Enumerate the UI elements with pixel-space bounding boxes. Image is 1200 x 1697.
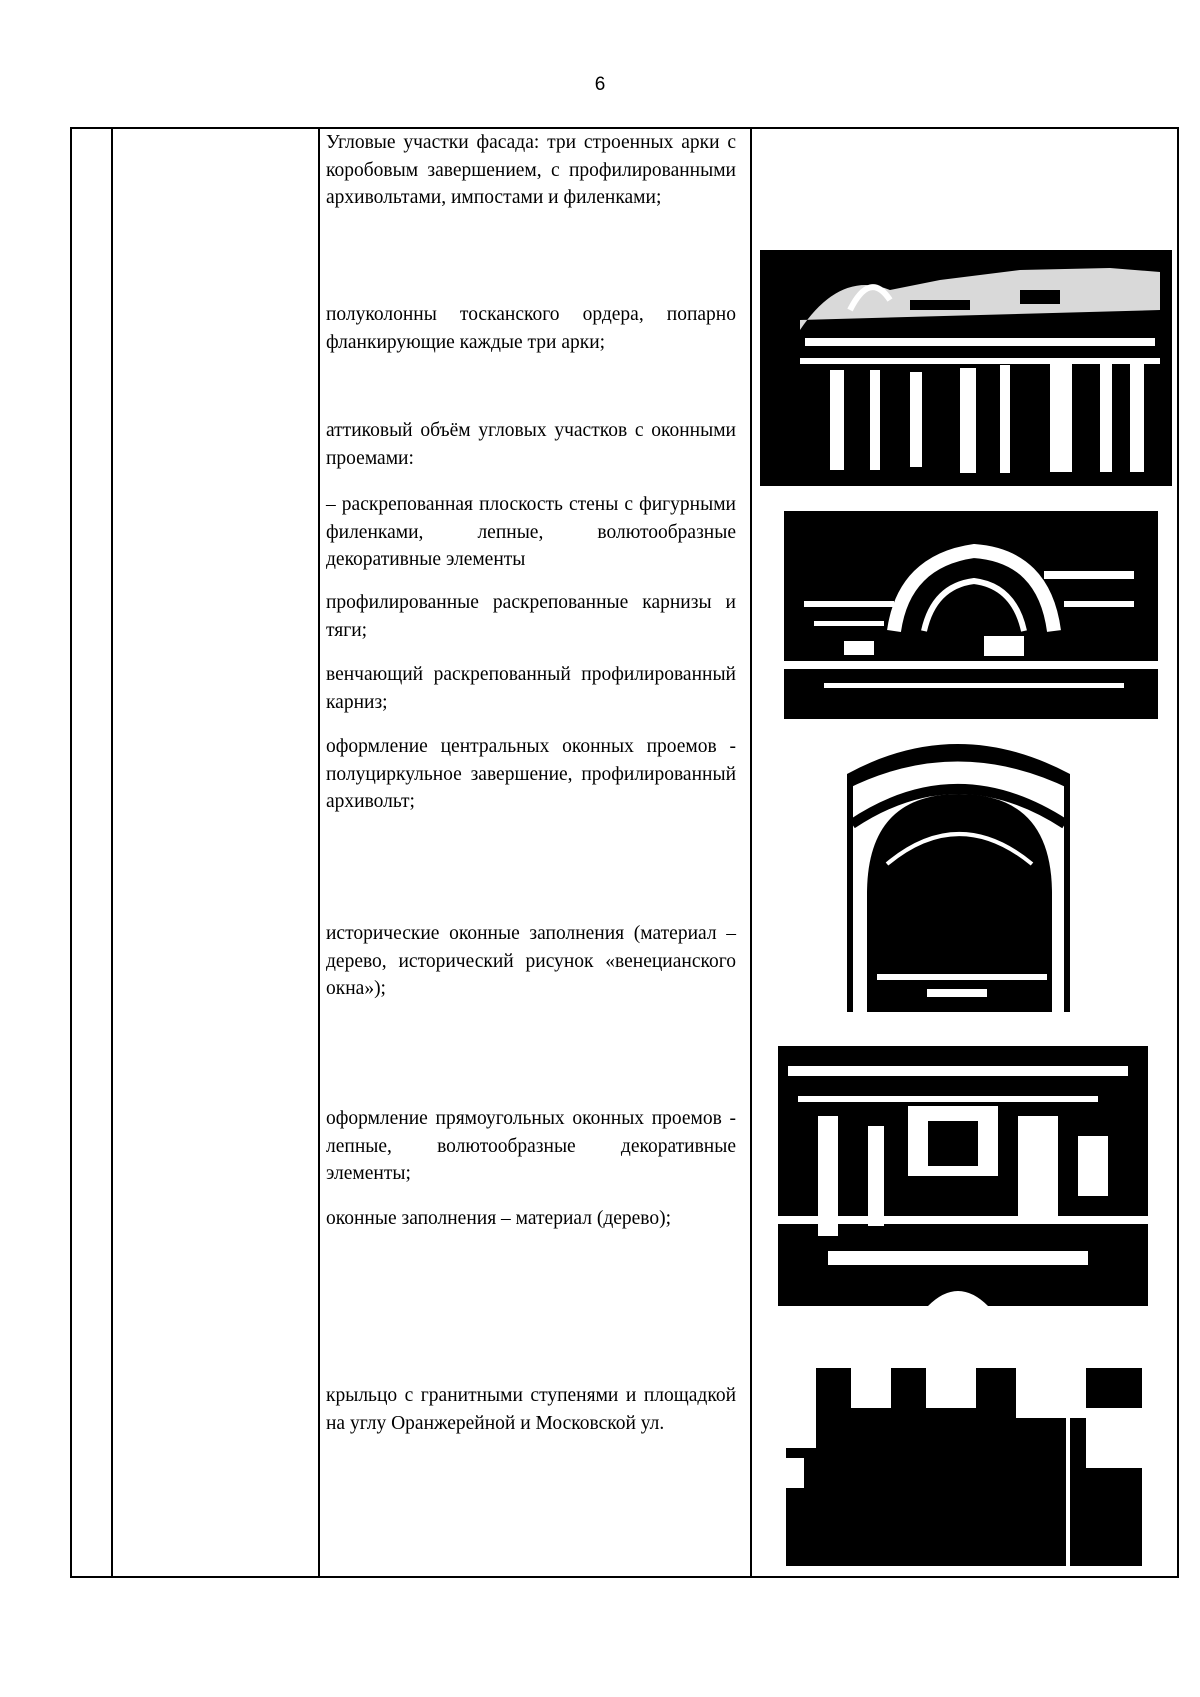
rectangular-window-decor-photo — [778, 1046, 1148, 1306]
item-attic-volume: аттиковый объём угловых участков с оконными проемами: — [326, 420, 736, 469]
column-divider-3 — [750, 129, 752, 1576]
item-historic-window-fillings: исторические оконные заполнения (материал – дерево, исторический рисунок «венецианского окна»); — [326, 923, 736, 999]
item-window-fillings-wood: оконные заполнения – материал (дерево); — [326, 1208, 672, 1229]
building-corner-arches-photo — [760, 250, 1172, 486]
item-granite-porch: крыльцо с гранитными ступенями и площадкой на углу Оранжерейной и Московской ул. — [326, 1385, 736, 1434]
item-crowning-cornice: венчающий раскрепованный профилированный карниз; — [326, 664, 736, 713]
attic-volume-photo — [784, 511, 1158, 719]
page-number: 6 — [594, 74, 606, 95]
column-divider-1 — [111, 129, 113, 1576]
granite-porch-photo — [786, 1368, 1142, 1566]
column-divider-2 — [318, 129, 320, 1576]
item-corner-arches: Угловые участки фасада: три строенных арки с коробовым завершением, с профилированными архивольтами, импостами и филенками; — [326, 132, 736, 208]
semicircular-window-photo — [847, 734, 1070, 1012]
item-half-columns: полуколонны тосканского ордера, попарно фланкирующие каждые три арки; — [326, 304, 736, 353]
item-central-windows: оформление центральных оконных проемов - полуциркульное завершение, профилированный архивольт; — [326, 736, 736, 812]
item-cornices: профилированные раскрепованные карнизы и тяги; — [326, 592, 736, 641]
item-wall-plane: – раскрепованная плоскость стены с фигурными филенками, лепные, волютообразные декоративные элементы — [326, 494, 736, 570]
item-rectangular-windows: оформление прямоугольных оконных проемов - лепные, волютообразные декоративные элементы; — [326, 1108, 736, 1184]
